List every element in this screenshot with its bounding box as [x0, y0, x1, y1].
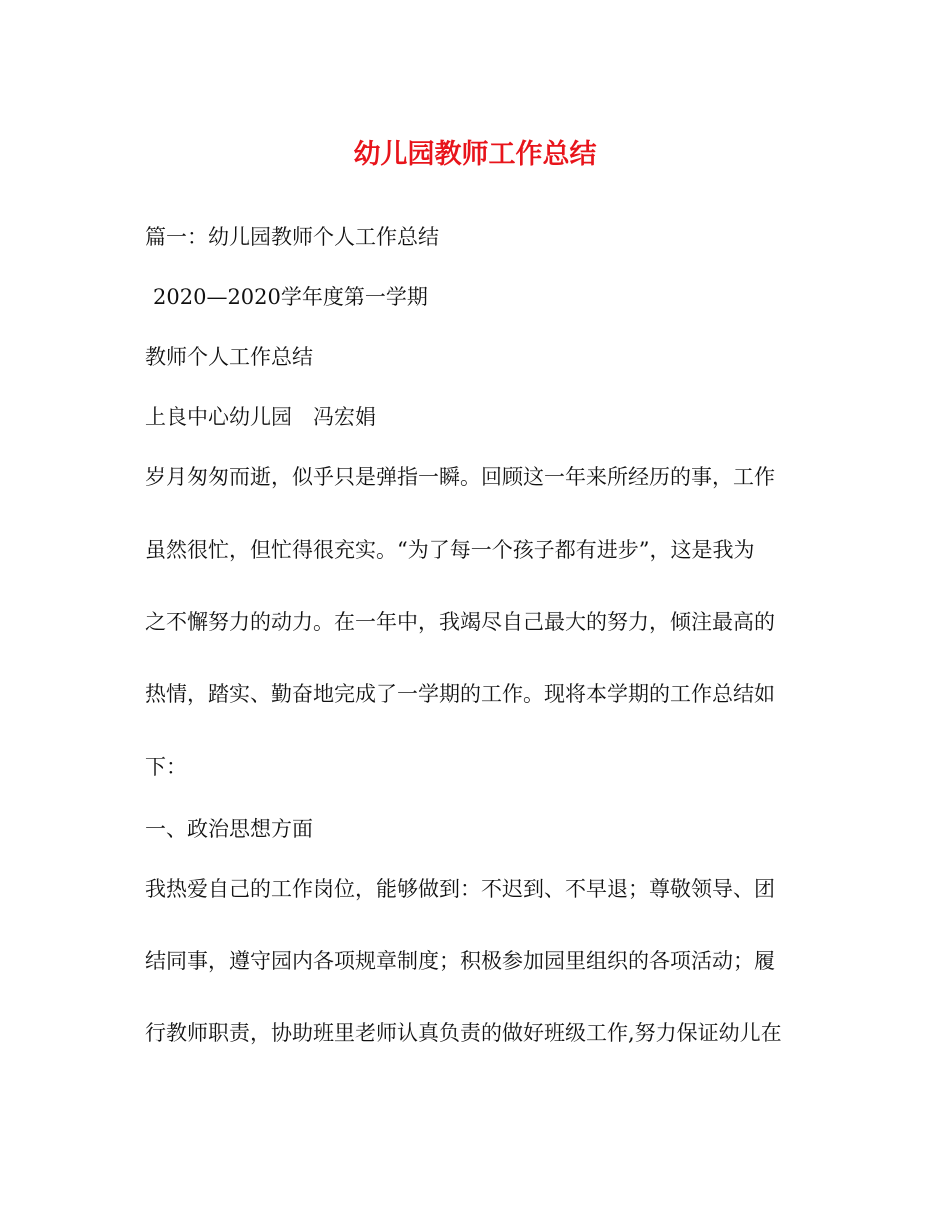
- subtitle-line: 教师个人工作总结: [145, 345, 313, 369]
- paragraph-line: 热情，踏实、勤奋地完成了一学期的工作。现将本学期的工作总结如: [145, 682, 775, 706]
- paragraph-line: 结同事，遵守园内各项规章制度；积极参加园里组织的各项活动；履: [145, 949, 775, 973]
- paragraph-line: 岁月匆匆而逝，似乎只是弹指一瞬。回顾这一年来所经历的事，工作: [145, 465, 775, 489]
- semester-line: 2020—2020学年度第一学期: [153, 285, 428, 309]
- document-title: 幼儿园教师工作总结: [353, 139, 597, 170]
- section-heading-article-one: 篇一：幼儿园教师个人工作总结: [145, 225, 439, 249]
- paragraph-line: 虽然很忙，但忙得很充实。“为了每一个孩子都有进步”，这是我为: [145, 538, 755, 562]
- author-line: 上良中心幼儿园 冯宏娟: [145, 405, 376, 429]
- paragraph-line: 行教师职责，协助班里老师认真负责的做好班级工作,努力保证幼儿在: [145, 1021, 782, 1045]
- paragraph-line: 下：: [145, 755, 187, 779]
- paragraph-line: 我热爱自己的工作岗位，能够做到：不迟到、不早退；尊敬领导、团: [145, 877, 775, 901]
- paragraph-line: 之不懈努力的动力。在一年中，我竭尽自己最大的努力，倾注最高的: [145, 610, 775, 634]
- section-heading-politics: 一、政治思想方面: [145, 817, 313, 841]
